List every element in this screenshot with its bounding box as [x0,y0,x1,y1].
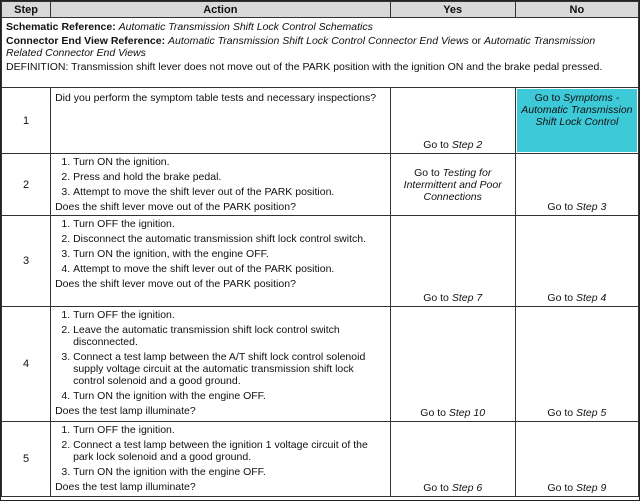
no-link[interactable]: Step 5 [576,407,607,419]
no-result: Go to Step 9 [547,482,607,494]
schematic-reference-link[interactable]: Automatic Transmission Shift Lock Control Schematics [118,21,373,33]
step-instructions [55,156,386,198]
instruction: 1. Turn OFF the ignition. [73,424,386,436]
yes-link[interactable]: Step 6 [451,482,483,494]
instruction: 2. Connect a test lamp between the ignition 1 voltage circuit of the park lock solenoid and a good ground. [73,439,386,463]
no-link[interactable]: Step 9 [576,482,607,494]
instruction: 3. Connect a test lamp between the A/T shift lock control solenoid supply voltage circuit at the automatic transmission shift lock control solenoid and a good ground. [73,351,386,387]
definition-label: DEFINITION: [6,61,69,73]
header-yes: Yes [390,2,515,18]
table-row [2,88,639,154]
instruction: 1. Turn OFF the ignition. [73,309,386,321]
no-result: Go to Step 5 [547,407,607,419]
instruction: 3. Turn ON the ignition with the engine OFF. [73,466,386,478]
no-link[interactable]: Step 4 [576,292,607,304]
no-cell [515,154,638,216]
schematic-reference-label: Schematic Reference: [6,21,116,33]
action-cell [51,422,391,497]
yes-result: Go to Step 6 [423,482,483,494]
step-number: 5 [2,422,51,497]
table-row [2,154,639,216]
action-cell [51,216,391,307]
yes-link[interactable]: Step 7 [451,292,483,304]
definition [6,61,634,73]
step-instructions [55,424,386,478]
step-number: 4 [2,307,51,422]
yes-cell [390,154,515,216]
no-result-highlighted: Go to Symptoms - Automatic Transmission Shift Lock Control [517,89,637,152]
step-question: Does the test lamp illuminate? [55,405,196,417]
header-action: Action [51,2,391,18]
no-cell [515,88,638,154]
action-cell [51,88,391,154]
references-cell [2,18,639,88]
connector-reference-or: or [471,35,482,47]
step-number: 2 [2,154,51,216]
header-row [2,2,639,18]
header-no: No [515,2,638,18]
yes-cell [390,88,515,154]
no-cell [515,307,638,422]
table-row [2,422,639,497]
connector-reference [6,35,634,59]
references-row [2,18,639,88]
instruction: 2. Disconnect the automatic transmission shift lock control switch. [73,233,386,245]
no-link[interactable]: Step 3 [576,201,607,213]
instruction: 3. Attempt to move the shift lever out of the PARK position. [73,186,386,198]
connector-reference-link-2[interactable]: Automatic Transmission Related Connector End Views [6,35,596,59]
yes-link[interactable]: Testing for Intermittent and Poor Connections [403,166,502,203]
yes-cell [390,307,515,422]
yes-result: Go to Step 2 [423,139,483,151]
yes-cell [390,422,515,497]
step-number: 3 [2,216,51,307]
connector-reference-label: Connector End View Reference: [6,35,166,47]
instruction: 4. Turn ON the ignition with the engine OFF. [73,390,386,402]
yes-result: Go to Step 10 [420,407,486,419]
action-cell [51,307,391,422]
instruction: 1. Turn OFF the ignition. [73,218,386,230]
table-row [2,216,639,307]
definition-text: Transmission shift lever does not move out of the PARK position with the ignition ON and the brake pedal pressed. [71,61,603,73]
step-question: Does the shift lever move out of the PARK position? [55,278,296,290]
instruction: 1. Turn ON the ignition. [73,156,386,168]
instruction: 3. Turn ON the ignition, with the engine OFF. [73,248,386,260]
action-cell [51,154,391,216]
yes-result: Go to Testing for Intermittent and Poor Connections [403,166,502,203]
step-instructions [55,309,386,402]
no-result: Go to Step 3 [547,201,607,213]
no-link[interactable]: Symptoms - Automatic Transmission Shift Lock Control [521,92,633,128]
no-result: Go to Step 4 [547,292,607,304]
step-question: Did you perform the symptom table tests and necessary inspections? [55,92,377,104]
step-question: Does the shift lever move out of the PARK position? [55,201,296,213]
instruction: 2. Leave the automatic transmission shift lock control switch disconnected. [73,324,386,348]
step-number: 1 [2,88,51,154]
yes-cell [390,216,515,307]
table-row [2,307,639,422]
connector-reference-link-1[interactable]: Automatic Transmission Shift Lock Control Connector End Views [168,35,469,47]
instruction: 4. Attempt to move the shift lever out of the PARK position. [73,263,386,275]
step-question: Does the test lamp illuminate? [55,481,196,493]
step-instructions [55,218,386,275]
schematic-reference [6,21,634,33]
no-cell [515,422,638,497]
yes-link[interactable]: Step 10 [448,407,486,419]
yes-result: Go to Step 7 [423,292,483,304]
instruction: 2. Press and hold the brake pedal. [73,171,386,183]
diagnostic-table [1,1,639,497]
yes-link[interactable]: Step 2 [451,139,483,151]
header-step: Step [2,2,51,18]
no-cell [515,216,638,307]
